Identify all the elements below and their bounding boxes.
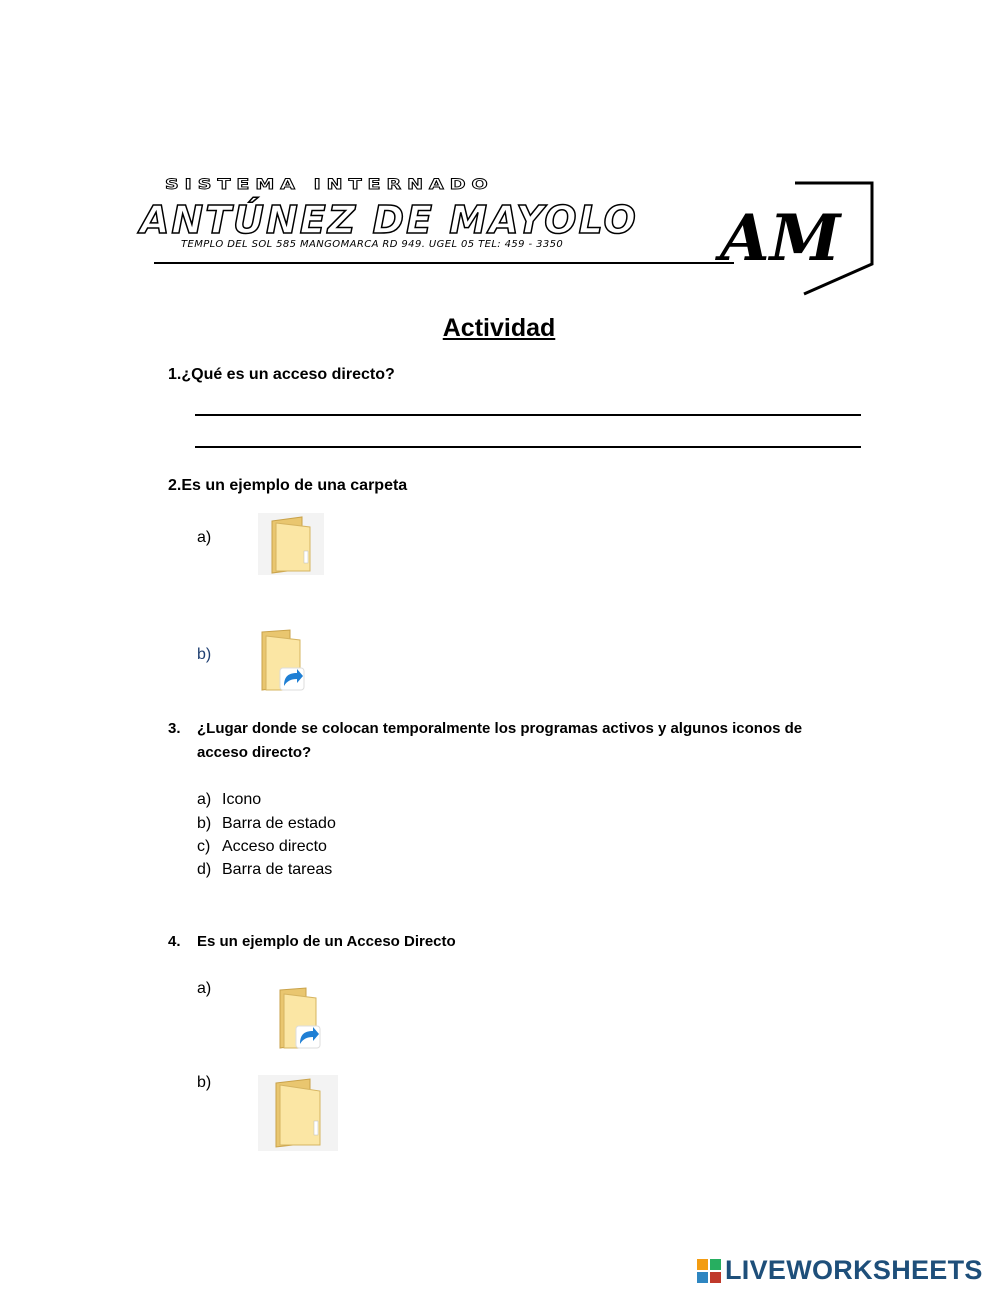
question-number: 3. xyxy=(168,720,181,737)
folder-icon[interactable] xyxy=(258,1075,338,1151)
school-name-line2: ANTÚNEZ DE MAYOLO xyxy=(140,198,638,242)
page-title: Actividad xyxy=(442,314,556,342)
question-2 xyxy=(168,477,407,495)
question-1 xyxy=(168,366,395,384)
option-text: Acceso directo xyxy=(222,838,327,855)
option-text: Icono xyxy=(222,791,262,808)
option-letter: a) xyxy=(197,791,212,808)
answer-line[interactable] xyxy=(195,414,861,416)
question-number: 1. xyxy=(168,366,182,383)
list-item[interactable] xyxy=(197,815,336,833)
question-3-continued: acceso directo? xyxy=(197,744,312,761)
brand-name: LIVEWORKSHEETS xyxy=(725,1255,983,1285)
option-label[interactable]: a) xyxy=(197,529,212,546)
list-item[interactable] xyxy=(197,861,332,879)
school-name-line1: SISTEMA INTERNADO xyxy=(165,176,494,193)
school-address: TEMPLO DEL SOL 585 MANGOMARCA RD 949. UGEL 05 TEL: 459 - 3350 xyxy=(181,239,564,250)
question-text: ¿Qué es un acceso directo? xyxy=(181,366,395,383)
liveworksheets-logo-icon xyxy=(697,1259,721,1283)
option-text: Barra de tareas xyxy=(222,861,333,878)
list-item[interactable] xyxy=(197,838,327,856)
school-logo xyxy=(700,178,878,300)
option-label[interactable]: a) xyxy=(197,980,212,997)
logo-text: AM xyxy=(720,201,841,276)
question-3 xyxy=(168,720,802,737)
option-label[interactable]: b) xyxy=(197,646,212,663)
question-number: 2. xyxy=(168,477,182,494)
option-letter: c) xyxy=(197,838,211,855)
option-label[interactable]: b) xyxy=(197,1074,212,1091)
folder-shortcut-icon[interactable] xyxy=(256,628,318,694)
question-number: 4. xyxy=(168,933,181,950)
option-letter: d) xyxy=(197,861,212,878)
answer-line[interactable] xyxy=(195,446,861,448)
folder-shortcut-icon[interactable] xyxy=(274,986,332,1052)
list-item[interactable] xyxy=(197,791,261,809)
question-4 xyxy=(168,933,456,950)
option-text: Barra de estado xyxy=(222,815,336,832)
question-text: Es un ejemplo de una carpeta xyxy=(181,477,408,494)
option-letter: b) xyxy=(197,815,212,832)
question-text: ¿Lugar donde se colocan temporalmente los programas activos y algunos iconos de xyxy=(197,720,803,737)
header-divider xyxy=(154,262,734,264)
question-text: Es un ejemplo de un Acceso Directo xyxy=(197,933,456,950)
folder-icon[interactable] xyxy=(258,513,324,575)
